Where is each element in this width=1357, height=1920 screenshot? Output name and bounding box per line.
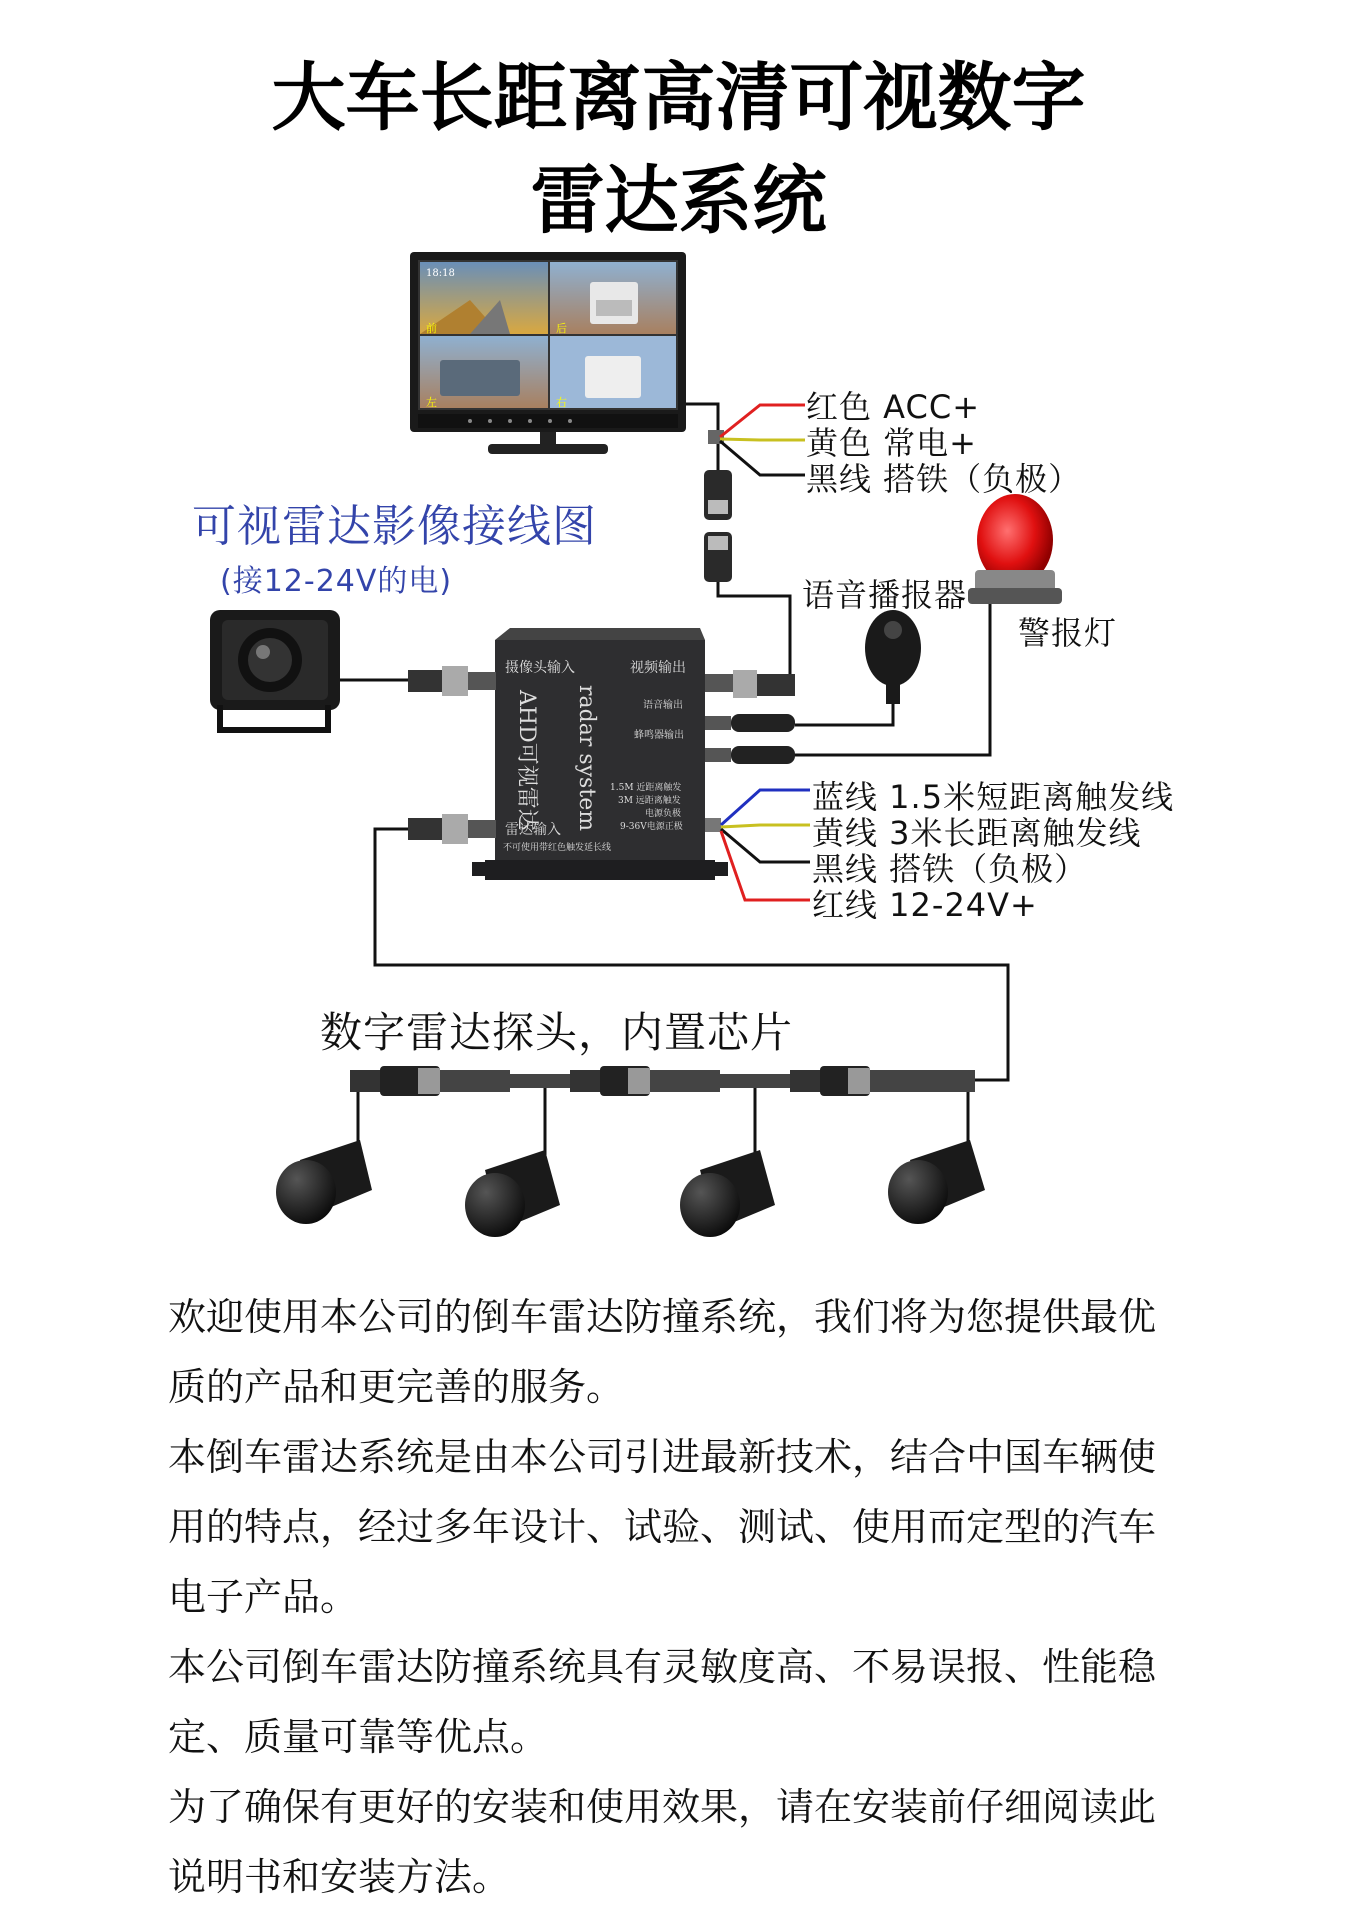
radar-sensor-icon [465, 1150, 560, 1237]
module-radar-in: 雷达输入 [505, 822, 561, 838]
sensor-chain-connectors [350, 1066, 975, 1096]
sensor-label: 数字雷达探头，内置芯片 [320, 1008, 794, 1057]
alarm-light-icon [968, 494, 1062, 604]
monitor-quad-label: 后 [556, 322, 567, 335]
monitor-time: 18:18 [426, 268, 455, 279]
module-spec: 电源负极 [645, 809, 682, 819]
description-text [168, 1282, 1168, 1912]
paragraph: 本倒车雷达系统是由本公司引进最新技术，结合中国车辆使用的特点，经过多年设计、试验、测试、使用而定型的汽车电子产品。 [168, 1435, 1157, 1619]
camera-icon [210, 610, 340, 730]
radar-wire-label-red: 红线 12-24V+ [812, 886, 1038, 924]
voice-speaker-icon [865, 610, 921, 704]
diagram-title: 可视雷达影像接线图 [192, 501, 597, 552]
monitor-wire-label-black: 黑线 搭铁（负极） [806, 460, 1082, 498]
module-camera-in: 摄像头输入 [505, 660, 575, 676]
monitor-quad-label: 右 [556, 396, 567, 409]
aviation-connector-icon [704, 470, 732, 582]
wire-yellow-constant [720, 439, 805, 440]
monitor-quad-label: 左 [426, 396, 437, 409]
radar-sensor-icon [680, 1150, 775, 1237]
monitor-quad-label: 前 [426, 322, 437, 335]
paragraph: 本公司倒车雷达防撞系统具有灵敏度高、不易误报、性能稳定、质量可靠等优点。 [168, 1645, 1157, 1759]
module-buzzer-out: 蜂鸣器输出 [634, 730, 684, 741]
page-title-line2: 雷达系统 [530, 158, 827, 244]
wire-red-acc [720, 405, 805, 437]
alarm-light-label: 警报灯 [1018, 614, 1118, 652]
radar-wire-label-yellow: 黄线 3米长距离触发线 [812, 814, 1142, 852]
voice-box-label: 语音播报器 [802, 576, 968, 614]
radar-wire-label-blue: 蓝线 1.5米短距离触发线 [812, 778, 1175, 816]
power-note: (接12-24V的电) [220, 564, 453, 599]
module-spec: 3M 远距离触发 [618, 796, 681, 806]
module-spec: 9-36V电源正极 [620, 822, 683, 832]
module-voice-out: 语音输出 [643, 700, 683, 711]
wire-blue-short [721, 790, 810, 825]
monitor-screen-icon [410, 252, 686, 454]
radar-wire-label-black: 黑线 搭铁（负极） [812, 850, 1088, 888]
monitor-wire-label-yellow: 黄色 常电+ [806, 424, 977, 462]
wire-black-ground [721, 829, 810, 862]
wire-yellow-long [721, 825, 810, 827]
module-spec: 1.5M 近距离触发 [610, 783, 682, 793]
module-name-en: radar system [574, 685, 599, 832]
radar-sensor-icon [276, 1140, 372, 1224]
module-video-out: 视频输出 [630, 660, 686, 676]
paragraph: 欢迎使用本公司的倒车雷达防撞系统，我们将为您提供最优质的产品和更完善的服务。 [168, 1295, 1157, 1409]
page-title-line1: 大车长距离高清可视数字 [271, 55, 1086, 141]
module-radar-note: 不可使用带红色触发延长线 [503, 843, 612, 853]
paragraph: 为了确保有更好的安装和使用效果，请在安装前仔细阅读此说明书和安装方法。 [168, 1785, 1157, 1899]
monitor-wire-label-red: 红色 ACC+ [806, 388, 981, 426]
radar-sensor-icon [888, 1140, 985, 1224]
module-name-cn: AHD可视雷达 [514, 690, 539, 831]
wire-black-ground [720, 441, 805, 475]
